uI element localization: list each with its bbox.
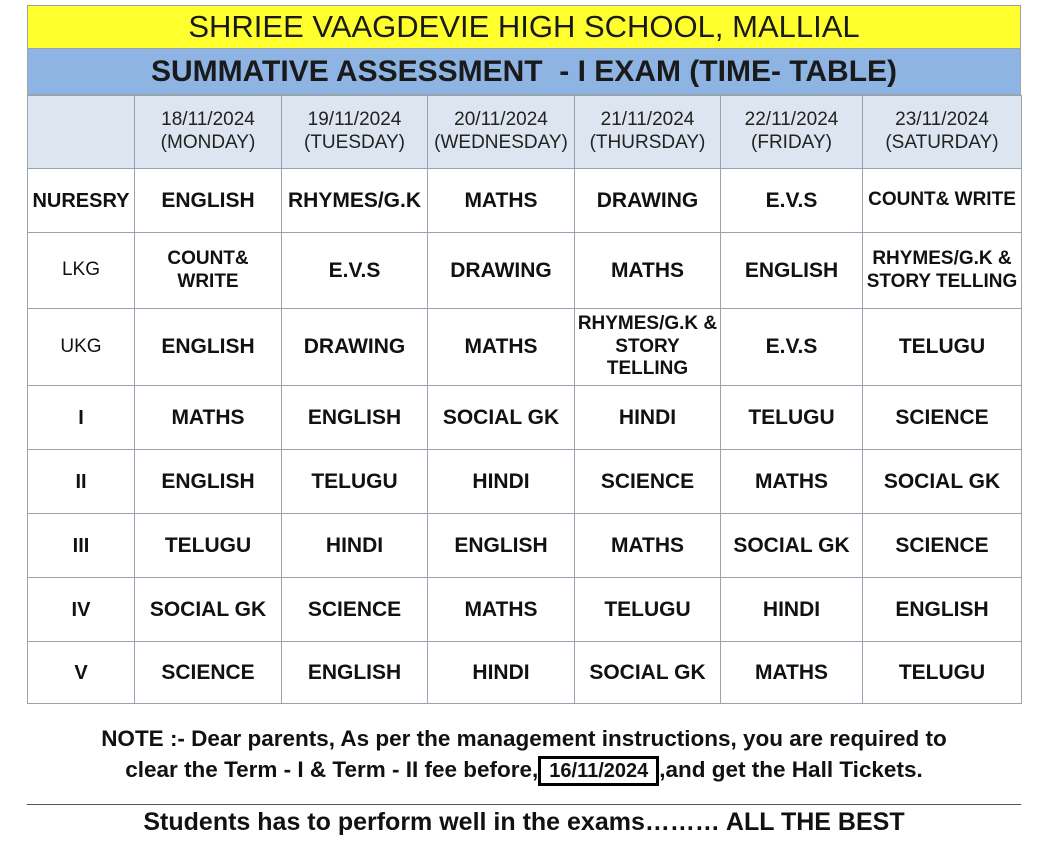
subject-cell: DRAWING — [282, 309, 428, 386]
subject-cell: E.V.S — [721, 309, 863, 386]
header-date: 20/11/2024 — [454, 109, 548, 131]
divider — [27, 804, 1021, 805]
subject-cell: SOCIAL GK — [575, 642, 721, 704]
subject-cell: SCIENCE — [135, 642, 282, 704]
header-row — [28, 96, 1022, 169]
subject-cell: MATHS — [135, 386, 282, 450]
subject-cell: COUNT& WRITE — [863, 169, 1022, 233]
subject-cell: ENGLISH — [135, 309, 282, 386]
subject-cell: HINDI — [575, 386, 721, 450]
subject-cell: MATHS — [428, 309, 575, 386]
table-row — [28, 578, 1022, 642]
table-row — [28, 309, 1022, 386]
table-row — [28, 169, 1022, 233]
header-day: (SATURDAY) — [885, 132, 999, 153]
header-date: 22/11/2024 — [744, 109, 839, 131]
fee-note — [27, 723, 1021, 786]
class-label: LKG — [28, 233, 135, 309]
subject-cell: HINDI — [721, 578, 863, 642]
exam-timetable — [27, 95, 1022, 704]
class-label: UKG — [28, 309, 135, 386]
header-day: (TUESDAY) — [304, 132, 405, 153]
subject-cell: ENGLISH — [135, 450, 282, 514]
subject-cell: RHYMES/G.K & STORY TELLING — [863, 233, 1022, 309]
header-day: (FRIDAY) — [751, 132, 832, 153]
subject-cell: SCIENCE — [575, 450, 721, 514]
subject-cell: MATHS — [721, 450, 863, 514]
subject-cell: ENGLISH — [282, 386, 428, 450]
subject-cell: ENGLISH — [428, 514, 575, 578]
class-label: III — [28, 514, 135, 578]
corner-cell — [28, 96, 135, 169]
note-line-2 — [27, 754, 1021, 786]
deadline-date: 16/11/2024 — [538, 756, 659, 786]
subject-cell: SOCIAL GK — [721, 514, 863, 578]
date-header — [721, 96, 863, 169]
date-header — [282, 96, 428, 169]
class-label: NURESRY — [28, 169, 135, 233]
subject-cell: SOCIAL GK — [135, 578, 282, 642]
header-day: (WEDNESDAY) — [434, 132, 568, 153]
timetable-sheet — [27, 5, 1021, 704]
subject-cell: MATHS — [721, 642, 863, 704]
date-header — [863, 96, 1022, 169]
subject-cell: SCIENCE — [863, 386, 1022, 450]
header-date: 23/11/2024 — [895, 109, 989, 131]
school-name: SHRIEE VAAGDEVIE HIGH SCHOOL, MALLIAL — [27, 5, 1021, 49]
subject-cell: MATHS — [575, 233, 721, 309]
date-header — [135, 96, 282, 169]
header-date: 19/11/2024 — [307, 109, 402, 131]
class-label: II — [28, 450, 135, 514]
table-row — [28, 233, 1022, 309]
subject-cell: TELUGU — [135, 514, 282, 578]
subject-cell: TELUGU — [721, 386, 863, 450]
subject-cell: TELUGU — [575, 578, 721, 642]
subject-cell: MATHS — [575, 514, 721, 578]
class-label: V — [28, 642, 135, 704]
subject-cell: TELUGU — [863, 309, 1022, 386]
subject-cell: E.V.S — [721, 169, 863, 233]
subject-cell: ENGLISH — [282, 642, 428, 704]
closing-message: Students has to perform well in the exams……… ALL THE BEST — [143, 808, 905, 836]
note-line-2-start: clear the Term - I & Term - II fee before, — [125, 757, 539, 782]
header-day: (THURSDAY) — [589, 132, 706, 153]
subject-cell: TELUGU — [282, 450, 428, 514]
subject-cell: ENGLISH — [135, 169, 282, 233]
date-header — [428, 96, 575, 169]
subject-cell: SCIENCE — [863, 514, 1022, 578]
subject-cell: SCIENCE — [282, 578, 428, 642]
exam-title: SUMMATIVE ASSESSMENT - I EXAM (TIME- TABLE) — [27, 49, 1021, 95]
subject-cell: TELUGU — [863, 642, 1022, 704]
date-header — [575, 96, 721, 169]
subject-cell: DRAWING — [428, 233, 575, 309]
note-line-1: NOTE :- Dear parents, As per the management instructions, you are required to — [101, 726, 947, 751]
subject-cell: HINDI — [428, 642, 575, 704]
header-date: 18/11/2024 — [161, 109, 255, 131]
subject-cell: ENGLISH — [863, 578, 1022, 642]
header-date: 21/11/2024 — [600, 109, 695, 131]
class-label: I — [28, 386, 135, 450]
table-row — [28, 514, 1022, 578]
subject-cell: SOCIAL GK — [428, 386, 575, 450]
subject-cell: DRAWING — [575, 169, 721, 233]
subject-cell: MATHS — [428, 578, 575, 642]
header-day: (MONDAY) — [160, 132, 256, 153]
table-row — [28, 642, 1022, 704]
subject-cell: SOCIAL GK — [863, 450, 1022, 514]
table-row — [28, 450, 1022, 514]
subject-cell: E.V.S — [282, 233, 428, 309]
class-label: IV — [28, 578, 135, 642]
subject-cell: RHYMES/G.K & STORY TELLING — [575, 309, 721, 386]
subject-cell: HINDI — [428, 450, 575, 514]
subject-cell: COUNT& WRITE — [135, 233, 282, 309]
subject-cell: ENGLISH — [721, 233, 863, 309]
table-row — [28, 386, 1022, 450]
subject-cell: MATHS — [428, 169, 575, 233]
subject-cell: HINDI — [282, 514, 428, 578]
note-line-2-end: ,and get the Hall Tickets. — [659, 757, 923, 782]
subject-cell: RHYMES/G.K — [282, 169, 428, 233]
